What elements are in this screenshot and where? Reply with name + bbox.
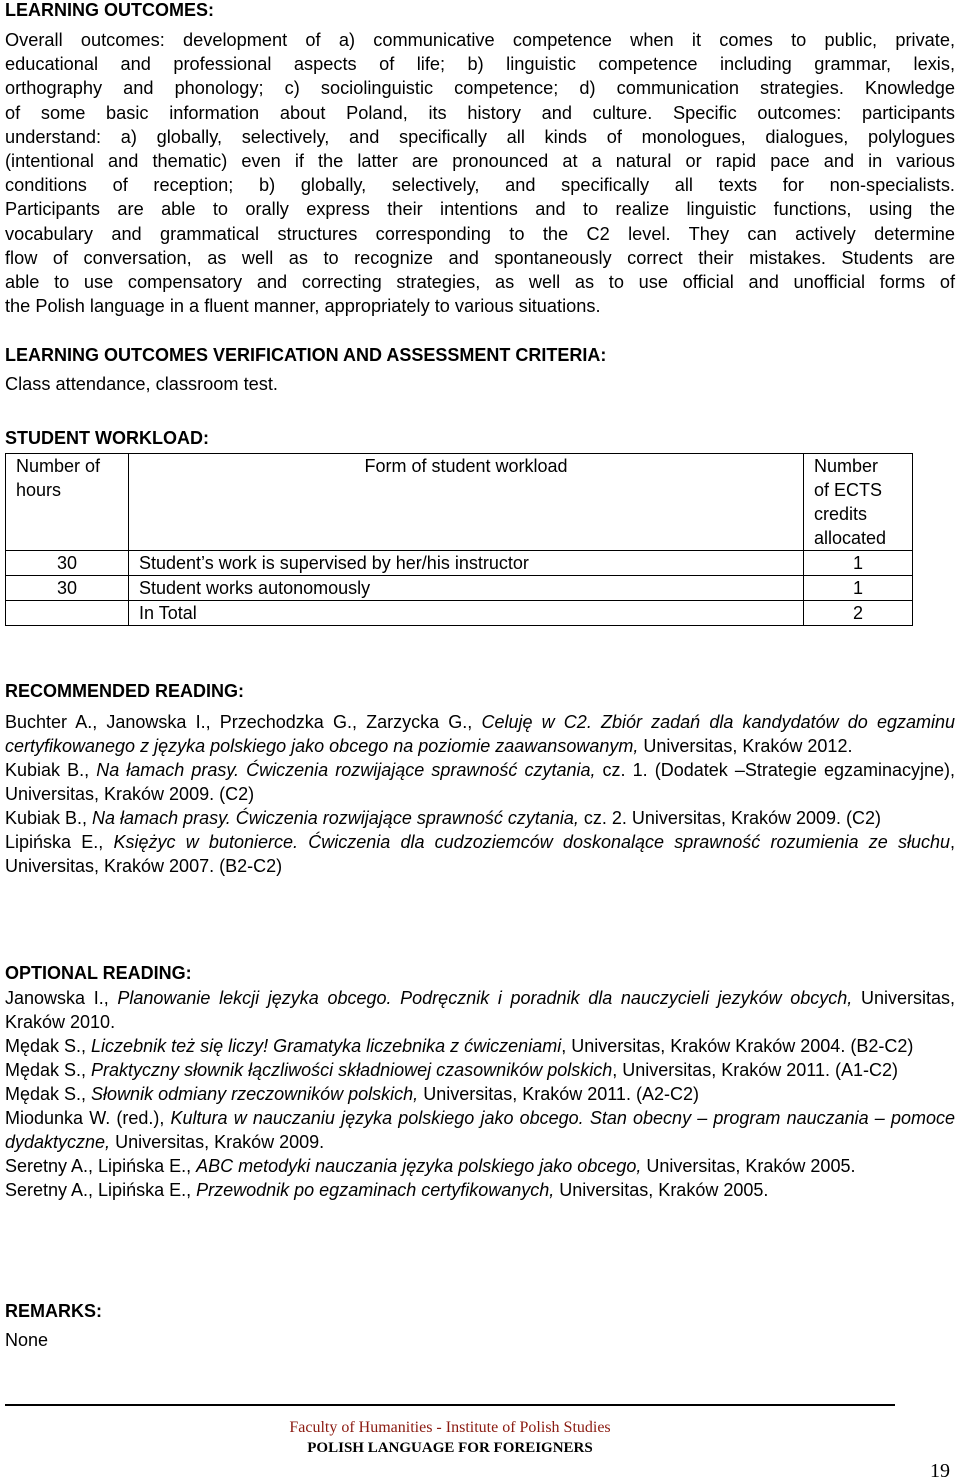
reference-details: cz. 1. (Dodatek –Strategie egzaminacyjne), Universitas, Kraków 2009. (C2) [5,760,956,804]
verification-text: Class attendance, classroom test. [5,374,278,394]
reference-title: Planowanie lekcji języka obcego. Podręcznik i poradnik dla nauczycieli jezyków obcych, [117,988,853,1008]
text-line: flow of conversation, as well as to recognize and spontaneously correct their mistakes. Students are [5,247,955,268]
reference-author: Mędak S., [5,1036,92,1056]
text-line: of some basic information about Poland, its history and culture. Specific outcomes: participants [5,102,955,123]
reference-title: Kultura w nauczaniu języka polskiego jako obcego. Stan obecny – program nauczania – pomoce dydaktyczne, [5,1108,955,1152]
reference-details: cz. 2. Universitas, Kraków 2009. (C2) [578,808,882,828]
reference-details: Universitas, Kraków 2005. [641,1156,856,1176]
reference-item [5,1154,955,1178]
remarks-heading: REMARKS: [5,1301,102,1321]
reference-author: Seretny A., Lipińska E., [5,1156,197,1176]
verification-section [5,344,955,396]
page-number: 19 [930,1460,950,1482]
reference-author: Lipińska E., [5,832,114,852]
workload-table [5,453,913,626]
table-row-total [6,601,913,626]
header-ects-line: credits [814,504,868,524]
text-line: vocabulary and grammatical structures corresponding to the C2 level. They can actively determine [5,223,955,244]
row-hours: 30 [6,576,129,601]
reference-title: Na łamach prasy. Ćwiczenia rozwijające sprawność czytania, [92,808,579,828]
table-row [6,576,913,601]
header-ects-line: Number [814,456,879,476]
header-form [129,454,804,551]
footer-divider [5,1404,895,1406]
recommended-reading-section [5,680,955,878]
remarks-section [5,1300,955,1352]
table-row [6,551,913,576]
text-line: able to use compensatory and correcting strategies, as well as to use official and unofficial forms of [5,272,955,293]
optional-reading-heading: OPTIONAL READING: [5,963,192,983]
text-line: (intentional and thematic) even if the latter are pronounced at a natural or rapid pace and in various [5,151,955,172]
workload-section [5,427,955,626]
footer-program: POLISH LANGUAGE FOR FOREIGNERS [307,1440,593,1456]
header-ects-line: of ECTS [814,480,883,500]
reference-title: Słownik odmiany rzeczowników polskich, [91,1084,419,1104]
row-ects: 2 [804,601,913,626]
remarks-text: None [5,1330,49,1350]
reference-details: Universitas, Kraków 2011. (A2-C2) [418,1084,699,1104]
reference-details: , Universitas, Kraków Kraków 2004. (B2-C2) [561,1036,914,1056]
footer-faculty: Faculty of Humanities - Institute of Polish Studies [289,1419,611,1436]
row-hours [6,601,129,626]
text-line: orthography and phonology; c) sociolinguistic competence; d) communication strategies. Knowledge [5,78,955,99]
reference-title: Księżyc w butonierce. Ćwiczenia dla cudzoziemców doskonalące sprawność rozumienia ze słuchu [113,832,950,852]
reference-details: , Universitas, Kraków 2011. (A1-C2) [612,1060,899,1080]
reference-details: Universitas, Kraków 2012. [638,736,853,756]
reference-details: Universitas, Kraków 2010. [5,988,955,1032]
row-hours: 30 [6,551,129,576]
header-ects-line: allocated [814,528,887,548]
reference-author: Miodunka W. (red.), [5,1108,171,1128]
reference-item [5,710,955,758]
text-line: understand: a) globally, selectively, and specifically all kinds of monologues, dialogues, polylogues [5,126,955,147]
learning-outcomes-heading: LEARNING OUTCOMES: [5,0,214,20]
reference-title: Celuję w C2. Zbiór zadań dla kandydatów do egzaminu certyfikowanego z języka polskiego jako obcego na poziomie zaawansowanym, [5,712,955,756]
reference-title: Na łamach prasy. Ćwiczenia rozwijające sprawność czytania, [96,760,596,780]
reference-item [5,1106,955,1154]
reference-details: , Universitas, Kraków 2007. (B2-C2) [5,832,955,876]
reference-title: Przewodnik po egzaminach certyfikowanych, [196,1180,555,1200]
text-line: Overall outcomes: development of a) communicative competence when it comes to public, private, [5,30,955,50]
header-form-label: Form of student workload [364,456,568,476]
optional-reading-section [5,962,955,1202]
row-form: Student works autonomously [129,576,804,601]
text-line: Participants are able to orally express their intentions and to realize linguistic functions, using the [5,199,955,220]
learning-outcomes-section [5,0,955,318]
reference-author: Seretny A., Lipińska E., [5,1180,197,1200]
row-form: In Total [129,601,804,626]
row-form: Student’s work is supervised by her/his instructor [129,551,804,576]
reference-details: Universitas, Kraków 2009. [110,1132,325,1152]
reference-title: Praktyczny słownik łączliwości składniowej czasowników polskich [91,1060,613,1080]
header-hours-line: Number of [16,456,101,476]
text-line: the Polish language in a fluent manner, appropriately to various situations. [5,296,601,317]
reference-item [5,1058,955,1082]
reference-item [5,1178,955,1202]
page-footer [0,1418,900,1458]
verification-heading: LEARNING OUTCOMES VERIFICATION AND ASSESSMENT CRITERIA: [5,345,607,365]
reference-item [5,1082,955,1106]
reference-author: Janowska I., [5,988,118,1008]
row-ects: 1 [804,551,913,576]
reference-item [5,986,955,1034]
reference-details: Universitas, Kraków 2005. [554,1180,769,1200]
reference-author: Buchter A., Janowska I., Przechodzka G., Zarzycka G., [5,712,482,732]
reference-item [5,758,955,806]
reference-author: Mędak S., [5,1084,92,1104]
reference-title: ABC metodyki nauczania języka polskiego jako obcego, [196,1156,642,1176]
reference-item [5,806,955,830]
workload-heading: STUDENT WORKLOAD: [5,428,209,448]
reference-author: Kubiak B., [5,808,93,828]
header-ects [804,454,913,551]
text-line: conditions of reception; b) globally, selectively, and specifically all texts for non-specialists. [5,175,955,196]
header-hours [6,454,129,551]
reference-author: Kubiak B., [5,760,97,780]
recommended-reading-heading: RECOMMENDED READING: [5,681,245,701]
learning-outcomes-text [5,28,955,318]
reference-title: Liczebnik też się liczy! Gramatyka liczebnika z ćwiczeniami [91,1036,562,1056]
reference-author: Mędak S., [5,1060,92,1080]
table-header-row [6,454,913,551]
row-ects: 1 [804,576,913,601]
header-hours-line: hours [16,480,62,500]
reference-item [5,830,955,878]
reference-item [5,1034,955,1058]
text-line: educational and professional aspects of life; b) linguistic competence including grammar, lexis, [5,54,955,75]
